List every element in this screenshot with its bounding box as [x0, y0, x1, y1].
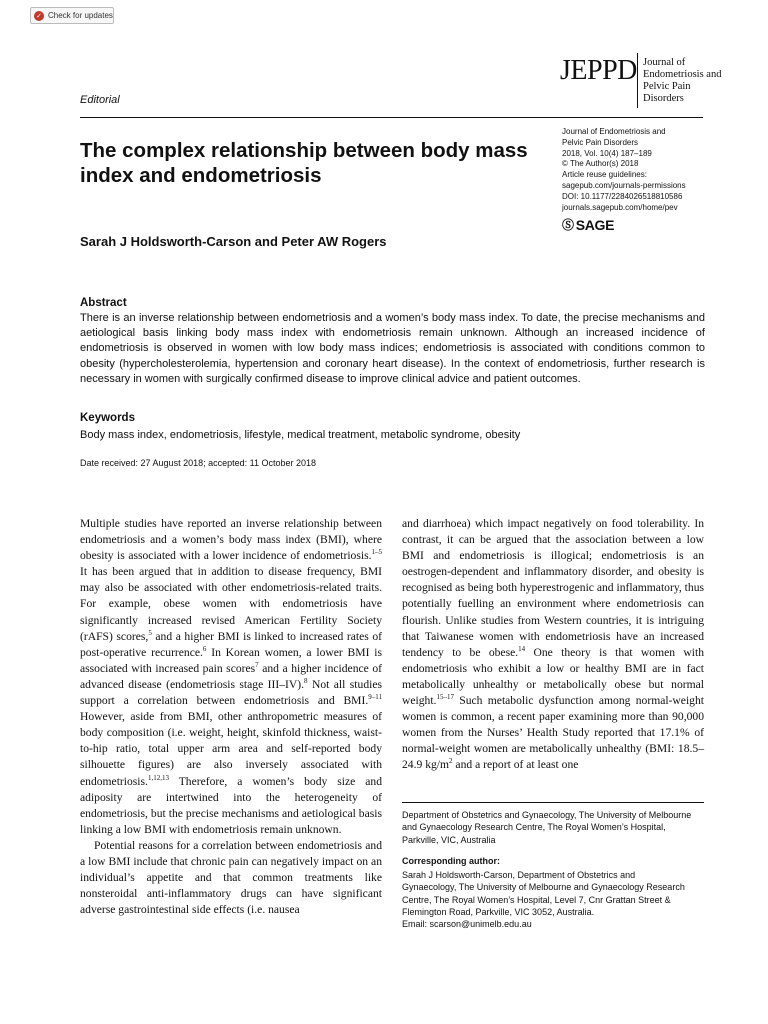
citation[interactable]: 5: [148, 628, 152, 637]
body-column-right: [402, 516, 704, 774]
corresponding-line: Flemington Road, Parkville, VIC 3052, Australia.: [402, 906, 595, 917]
affiliation: Department of Obstetrics and Gynaecology, The University of Melbourne and Gynaecology Research Centre, The Royal Women’s Hospital, Parkville, VIC, Australia: [402, 810, 692, 845]
text-run: Therefore, a women’s body size and adiposity are intertwined into the heterogeneity of endometriosis, but the precise mechanisms and aetiological basis linking a low BMI with endometriosis remain unknown.: [80, 774, 382, 836]
abstract-heading: Abstract: [80, 297, 127, 309]
logo-divider: [637, 53, 638, 108]
citation[interactable]: 1–5: [371, 548, 382, 557]
citation[interactable]: 9–11: [368, 693, 382, 702]
corresponding-author-details: [402, 869, 704, 930]
dates: Date received: 27 August 2018; accepted: 11 October 2018: [80, 458, 316, 468]
header-rule: [80, 117, 703, 118]
publisher-logo: [562, 216, 614, 233]
body-column-left: [80, 516, 382, 918]
corresponding-line: Centre, The Royal Women’s Hospital, Level 7, Cnr Grattan Street &: [402, 894, 671, 905]
journal-name: [643, 57, 721, 105]
footnote-rule: [402, 802, 704, 803]
journal-name-line: Pelvic Pain: [643, 81, 691, 92]
keywords-text: Body mass index, endometriosis, lifestyle, medical treatment, metabolic syndrome, obesity: [80, 429, 521, 441]
text-run: Such metabolic dysfunction among normal-weight women is common, a recent paper examining more than 90,000 women from the Nurses’ Health Study reported that 17.1% of normal-weight women are metabolically unhealthy (BMI: 18.5–24.9 kg/m: [402, 694, 704, 772]
article-type: Editorial: [80, 94, 120, 106]
publisher-name: SAGE: [575, 216, 615, 233]
meta-line: Journal of Endometriosis and: [562, 127, 666, 136]
corresponding-author-heading: Corresponding author:: [402, 856, 500, 866]
journal-logo: JEPPD: [560, 55, 637, 86]
journal-home-link[interactable]: journals.sagepub.com/home/pev: [562, 202, 678, 212]
meta-line: 2018, Vol. 10(4) 187–189: [562, 148, 652, 158]
citation[interactable]: 6: [202, 644, 207, 653]
body-paragraph: Potential reasons for a correlation between endometriosis and a low BMI include that chronic pain can negatively impact on an individual’s appetite and that common treatments like nonsteroidal anti-inflammatory drugs can have significant adverse gastrointestinal side effects (i.e. nausea: [80, 838, 382, 917]
citation[interactable]: 7: [255, 660, 259, 669]
article-meta: [562, 127, 722, 213]
check-for-updates-button[interactable]: [30, 7, 114, 24]
journal-name-line: Disorders: [643, 93, 684, 104]
body-paragraph: [80, 516, 382, 838]
citation[interactable]: 1,12,13: [147, 773, 169, 782]
text-run: In Korean women, a lower BMI is associated with increased pain scores: [80, 645, 382, 675]
article-title: The complex relationship between body mass index and endometriosis: [80, 139, 528, 187]
text-run: and a higher incidence of advanced disease (endometriosis stage III–IV).: [80, 661, 382, 691]
check-updates-label: Check for updates: [48, 11, 113, 20]
meta-line: © The Author(s) 2018: [562, 159, 639, 169]
authors: Sarah J Holdsworth-Carson and Peter AW Rogers: [80, 234, 387, 249]
check-updates-icon: ✓: [34, 11, 44, 21]
corresponding-line: Sarah J Holdsworth-Carson, Department of Obstetrics and: [402, 870, 636, 880]
text-run: Multiple studies have reported an inverse relationship between endometriosis and a women’s body mass index (BMI), where obesity is associated with a lower incidence of endometriosis.: [80, 517, 382, 563]
citation[interactable]: 15–17: [436, 693, 454, 702]
email-link[interactable]: Email: scarson@unimelb.edu.au: [402, 919, 532, 930]
keywords-heading: Keywords: [80, 412, 135, 424]
text-run: and a higher BMI is linked to increased rates of post-operative recurrence.: [80, 629, 383, 659]
citation[interactable]: 14: [518, 644, 526, 653]
text-run: It has been argued that in addition to disease frequency, BMI may also be associated with other endometriosis-related traits. For example, obese women with endometriosis have significantly increased revised American Fertility Society (rAFS) scores,: [80, 565, 382, 643]
doi-link[interactable]: DOI: 10.1177/2284026518810586: [562, 191, 683, 201]
corresponding-line: Gynaecology, The University of Melbourne and Gynaecology Research: [402, 882, 685, 893]
citation[interactable]: 8: [304, 677, 308, 686]
text-run: One theory is that women with endometriosis who exhibit a low or healthy BMI are in fact metabolically unhealthy or metabolically obese but normal weight.: [402, 645, 704, 708]
superscript: 2: [449, 757, 453, 766]
abstract-text: There is an inverse relationship between endometriosis and a women’s body mass index. To date, the precise mechanisms and aetiological basis linking body mass index with endometriosis remain unknown. Although an increased incidence of endometriosis is observed in women with low body mass indices; endometriosis is associated with conditions common to obesity (hypercholesterolemia, hypertension and coronary heart disease). In the context of endometriosis, further research is necessary in women with surgically confirmed disease to improve clinical advice and patient outcomes.: [80, 312, 705, 385]
sage-s-icon: Ⓢ: [562, 218, 574, 232]
text-run: However, aside from BMI, other anthropometric measures of body composition (i.e. weight, height, skinfold thickness, waist-to-hip ratio, total upper arm area and self-reported body silhouette figures) are also inversely associated with endometriosis.: [80, 710, 382, 788]
meta-line: Pelvic Pain Disorders: [562, 137, 639, 147]
text-run: and diarrhoea) which impact negatively on food tolerability. In contrast, it can be argued that the association between a low BMI and endometriosis is illogical; endometriosis is an oestrogen-dependent and inflammatory disorder, and obesity is recognised as being both hyperestrogenic and inflammatory, thus potentially fuelling an environment where endometriosis can flourish. Unlike studies from Western countries, it is intriguing that Taiwanese women with endometriosis have an increased tendency to be obese.: [402, 517, 704, 659]
text-run: and a report of at least one: [452, 758, 579, 772]
journal-name-line: Endometriosis and: [643, 69, 722, 80]
meta-line: Article reuse guidelines:: [562, 170, 647, 180]
journal-name-line: Journal of: [643, 57, 686, 68]
body-paragraph: [402, 516, 704, 774]
text-run: Not all studies support a correlation between endometriosis and BMI.: [80, 677, 382, 708]
reuse-link[interactable]: sagepub.com/journals-permissions: [562, 180, 686, 190]
